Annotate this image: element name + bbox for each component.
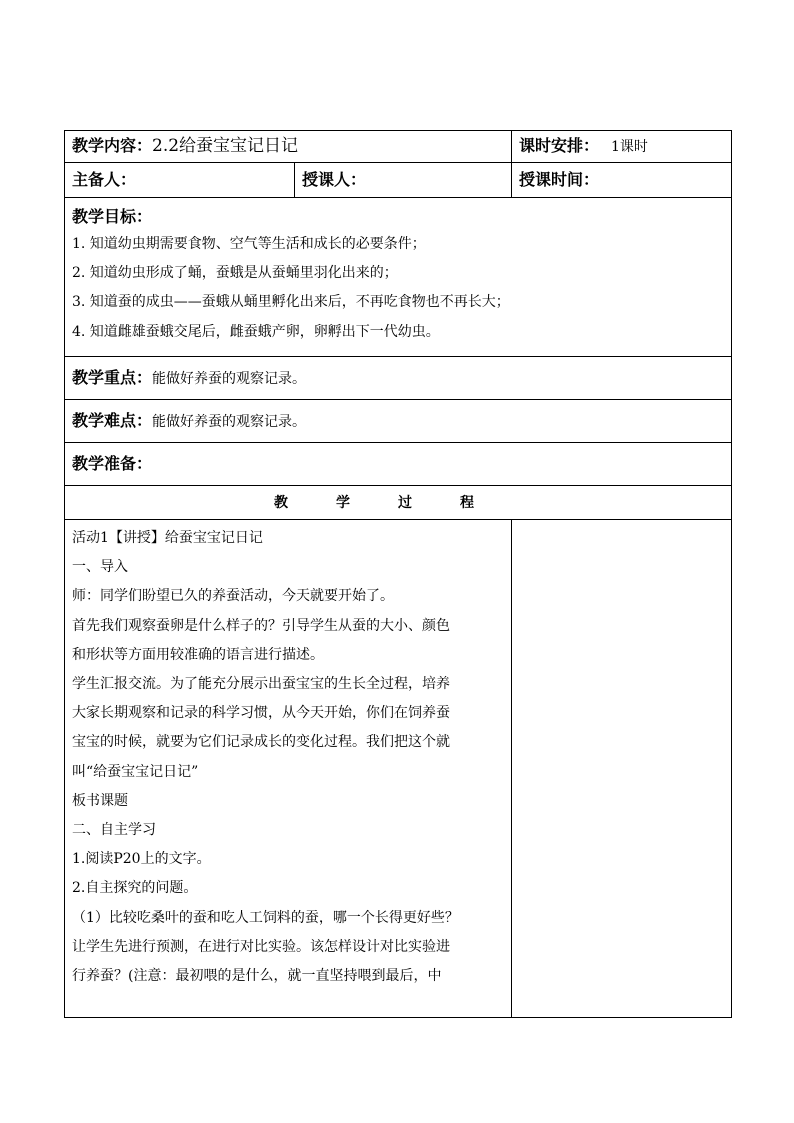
content-value: 2.2给蚕宝宝记日记	[152, 136, 299, 156]
goal-item: 3. 知道蚕的成虫——蚕蛾从蛹里孵化出来后，不再吃食物也不再长大；	[72, 294, 510, 311]
process-line: 让学生先进行预测，在进行对比实验。该怎样设计对比实验进	[72, 938, 450, 955]
process-line: 师：同学们盼望已久的养蚕活动，今天就要开始了。	[72, 588, 394, 605]
key-point-label: 教学重点：	[72, 367, 153, 387]
process-line: 首先我们观察蚕卵是什么样子的？引导学生从蚕的大小、颜色	[72, 617, 450, 634]
difficulty-label: 教学难点：	[72, 410, 153, 430]
process-line: 活动1【讲授】给蚕宝宝记日记	[72, 530, 263, 546]
process-line: 大家长期观察和记录的科学习惯，从今天开始，你们在饲养蚕	[72, 705, 450, 722]
goal-item: 4. 知道雌雄蚕蛾交尾后，雌蚕蛾产卵，卵孵出下一代幼虫。	[72, 323, 440, 340]
difficulty-value: 能做好养蚕的观察记录。	[152, 413, 307, 430]
lesson-plan-table	[64, 130, 732, 1018]
goals-cell	[65, 198, 732, 357]
preparer-label: 主备人：	[72, 169, 137, 189]
process-line: 和形状等方面用较准确的语言进行描述。	[72, 646, 324, 663]
process-title: 教学过程	[65, 486, 732, 520]
goal-item: 1. 知道幼虫期需要食物、空气等生活和成长的必要条件；	[72, 236, 426, 252]
key-point-value: 能做好养蚕的观察记录。	[152, 370, 307, 387]
preparation-cell	[65, 443, 732, 486]
teacher-label: 授课人：	[302, 169, 367, 189]
process-line: 学生汇报交流。为了能充分展示出蚕宝宝的生长全过程，培养	[72, 676, 450, 693]
process-line: 2.自主探究的问题。	[72, 880, 198, 897]
content-label: 教学内容：	[72, 136, 153, 155]
process-line: 叫“给蚕宝宝记日记”	[72, 763, 199, 780]
process-line: 宝宝的时候，就要为它们记录成长的变化过程。我们把这个就	[72, 734, 450, 751]
difficulty-cell	[65, 400, 732, 443]
process-line: 行养蚕？(注意：最初喂的是什么，就一直坚持喂到最后，中	[72, 968, 442, 985]
schedule-label: 课时安排：	[519, 136, 600, 155]
preparation-label: 教学准备：	[72, 453, 153, 473]
goals-label: 教学目标：	[72, 207, 153, 226]
process-line: 一、导入	[72, 559, 128, 576]
key-point-cell	[65, 357, 732, 400]
process-line: 1.阅读P20上的文字。	[72, 851, 211, 868]
process-line: 二、自主学习	[72, 822, 156, 839]
process-line: （1）比较吃桑叶的蚕和吃人工饲料的蚕，哪一个长得更好些？	[72, 909, 459, 926]
time-cell	[512, 163, 732, 198]
process-notes-cell	[512, 520, 732, 1018]
goal-item: 2. 知道幼虫形成了蛹，蚕蛾是从蚕蛹里羽化出来的；	[72, 265, 398, 282]
preparer-cell	[65, 163, 295, 198]
time-label: 授课时间：	[519, 169, 600, 189]
process-content-cell	[65, 520, 512, 1018]
process-line: 板书课题	[72, 792, 128, 809]
content-cell	[65, 131, 512, 163]
teacher-cell	[295, 163, 512, 198]
schedule-cell	[512, 131, 732, 163]
schedule-value: 1课时	[611, 139, 648, 155]
